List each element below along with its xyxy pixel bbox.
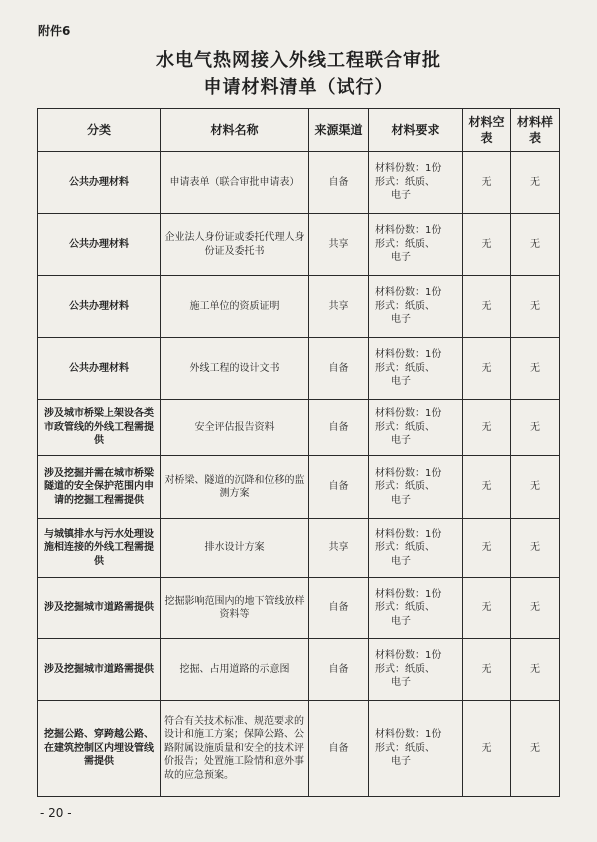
requirement-copies: 材料份数：1份 <box>375 163 442 175</box>
table-row <box>38 456 560 519</box>
row-category: 与城镇排水与污水处理设施相连接的外线工程需提供 <box>38 519 161 578</box>
row-sample-form: 无 <box>511 701 560 797</box>
requirement-form: 形式：纸质、 <box>375 421 435 433</box>
row-blank-form: 无 <box>463 639 511 701</box>
row-source: 自备 <box>309 338 369 400</box>
table-row <box>38 639 560 701</box>
requirement-form-electronic: 电子 <box>391 190 411 202</box>
header-blank-form: 材料空表 <box>463 109 511 152</box>
row-sample-form: 无 <box>511 276 560 338</box>
requirement-form: 形式：纸质、 <box>375 663 435 675</box>
row-requirement <box>369 400 463 456</box>
table-row <box>38 214 560 276</box>
row-sample-form: 无 <box>511 214 560 276</box>
requirement-form: 形式：纸质、 <box>375 742 435 754</box>
requirement-form-electronic: 电子 <box>391 555 411 567</box>
requirement-copies: 材料份数：1份 <box>375 287 442 299</box>
document-title-line2: 申请材料清单（试行） <box>203 77 394 98</box>
row-material-name: 企业法人身份证或委托代理人身份证及委托书 <box>161 214 309 276</box>
requirement-form: 形式：纸质、 <box>375 602 435 614</box>
row-blank-form: 无 <box>463 701 511 797</box>
row-source: 自备 <box>309 701 369 797</box>
requirement-form: 形式：纸质、 <box>375 542 435 554</box>
header-requirement: 材料要求 <box>369 109 463 152</box>
row-source: 共享 <box>309 276 369 338</box>
requirement-copies: 材料份数：1份 <box>375 467 442 479</box>
row-source: 自备 <box>309 152 369 214</box>
row-category: 公共办理材料 <box>38 276 161 338</box>
table-row <box>38 152 560 214</box>
row-material-name: 排水设计方案 <box>161 519 309 578</box>
requirement-form-electronic: 电子 <box>391 314 411 326</box>
requirement-form-electronic: 电子 <box>391 615 411 627</box>
table-row <box>38 701 560 797</box>
requirement-copies: 材料份数：1份 <box>375 225 442 237</box>
header-source: 来源渠道 <box>309 109 369 152</box>
requirement-form-electronic: 电子 <box>391 756 411 768</box>
header-sample-form: 材料样表 <box>511 109 560 152</box>
row-category: 挖掘公路、穿跨越公路、在建筑控制区内埋设管线需提供 <box>38 701 161 797</box>
row-material-name: 符合有关技术标准、规范要求的设计和施工方案；保障公路、公路附属设施质量和安全的技术评价报告；处置施工险情和意外事故的应急预案。 <box>161 701 309 797</box>
row-category: 公共办理材料 <box>38 214 161 276</box>
attachment-label: 附件6 <box>38 24 71 38</box>
requirement-copies: 材料份数：1份 <box>375 650 442 662</box>
row-source: 共享 <box>309 519 369 578</box>
row-requirement <box>369 338 463 400</box>
requirement-copies: 材料份数：1份 <box>375 528 442 540</box>
table-row <box>38 276 560 338</box>
row-blank-form: 无 <box>463 456 511 519</box>
requirement-copies: 材料份数：1份 <box>375 588 442 600</box>
row-blank-form: 无 <box>463 400 511 456</box>
table-header-row <box>38 109 560 152</box>
row-requirement <box>369 214 463 276</box>
row-requirement <box>369 276 463 338</box>
row-blank-form: 无 <box>463 578 511 639</box>
requirement-form-electronic: 电子 <box>391 677 411 689</box>
page-number: - 20 - <box>40 806 72 820</box>
row-source: 自备 <box>309 400 369 456</box>
row-category: 公共办理材料 <box>38 152 161 214</box>
requirement-form-electronic: 电子 <box>391 494 411 506</box>
table-row <box>38 519 560 578</box>
requirement-form-electronic: 电子 <box>391 252 411 264</box>
row-requirement <box>369 701 463 797</box>
row-sample-form: 无 <box>511 519 560 578</box>
requirement-form: 形式：纸质、 <box>375 481 435 493</box>
row-requirement <box>369 519 463 578</box>
row-source: 共享 <box>309 214 369 276</box>
row-requirement <box>369 152 463 214</box>
header-category: 分类 <box>38 109 161 152</box>
requirement-form-electronic: 电子 <box>391 435 411 447</box>
requirement-copies: 材料份数：1份 <box>375 729 442 741</box>
header-name: 材料名称 <box>161 109 309 152</box>
row-blank-form: 无 <box>463 338 511 400</box>
row-category: 涉及挖掘并需在城市桥梁隧道的安全保护范围内申请的挖掘工程需提供 <box>38 456 161 519</box>
row-category: 涉及挖掘城市道路需提供 <box>38 639 161 701</box>
row-blank-form: 无 <box>463 214 511 276</box>
document-title-line1: 水电气热网接入外线工程联合审批 <box>156 50 441 71</box>
row-sample-form: 无 <box>511 456 560 519</box>
requirement-form-electronic: 电子 <box>391 376 411 388</box>
materials-table <box>37 108 560 797</box>
requirement-copies: 材料份数：1份 <box>375 349 442 361</box>
row-material-name: 申请表单（联合审批申请表） <box>161 152 309 214</box>
row-material-name: 挖掘影响范围内的地下管线放样资料等 <box>161 578 309 639</box>
row-material-name: 安全评估报告资料 <box>161 400 309 456</box>
table-row <box>38 400 560 456</box>
row-source: 自备 <box>309 456 369 519</box>
row-source: 自备 <box>309 578 369 639</box>
row-material-name: 挖掘、占用道路的示意图 <box>161 639 309 701</box>
requirement-form: 形式：纸质、 <box>375 300 435 312</box>
requirement-form: 形式：纸质、 <box>375 238 435 250</box>
row-sample-form: 无 <box>511 400 560 456</box>
row-blank-form: 无 <box>463 519 511 578</box>
row-sample-form: 无 <box>511 578 560 639</box>
requirement-copies: 材料份数：1份 <box>375 408 442 420</box>
row-material-name: 对桥梁、隧道的沉降和位移的监测方案 <box>161 456 309 519</box>
row-category: 公共办理材料 <box>38 338 161 400</box>
row-sample-form: 无 <box>511 152 560 214</box>
row-requirement <box>369 578 463 639</box>
table-row <box>38 578 560 639</box>
row-blank-form: 无 <box>463 276 511 338</box>
row-sample-form: 无 <box>511 338 560 400</box>
table-row <box>38 338 560 400</box>
requirement-form: 形式：纸质、 <box>375 362 435 374</box>
row-material-name: 外线工程的设计文书 <box>161 338 309 400</box>
row-category: 涉及挖掘城市道路需提供 <box>38 578 161 639</box>
row-requirement <box>369 639 463 701</box>
row-blank-form: 无 <box>463 152 511 214</box>
row-category: 涉及城市桥梁上架设各类市政管线的外线工程需提供 <box>38 400 161 456</box>
row-sample-form: 无 <box>511 639 560 701</box>
requirement-form: 形式：纸质、 <box>375 176 435 188</box>
row-source: 自备 <box>309 639 369 701</box>
row-requirement <box>369 456 463 519</box>
row-material-name: 施工单位的资质证明 <box>161 276 309 338</box>
